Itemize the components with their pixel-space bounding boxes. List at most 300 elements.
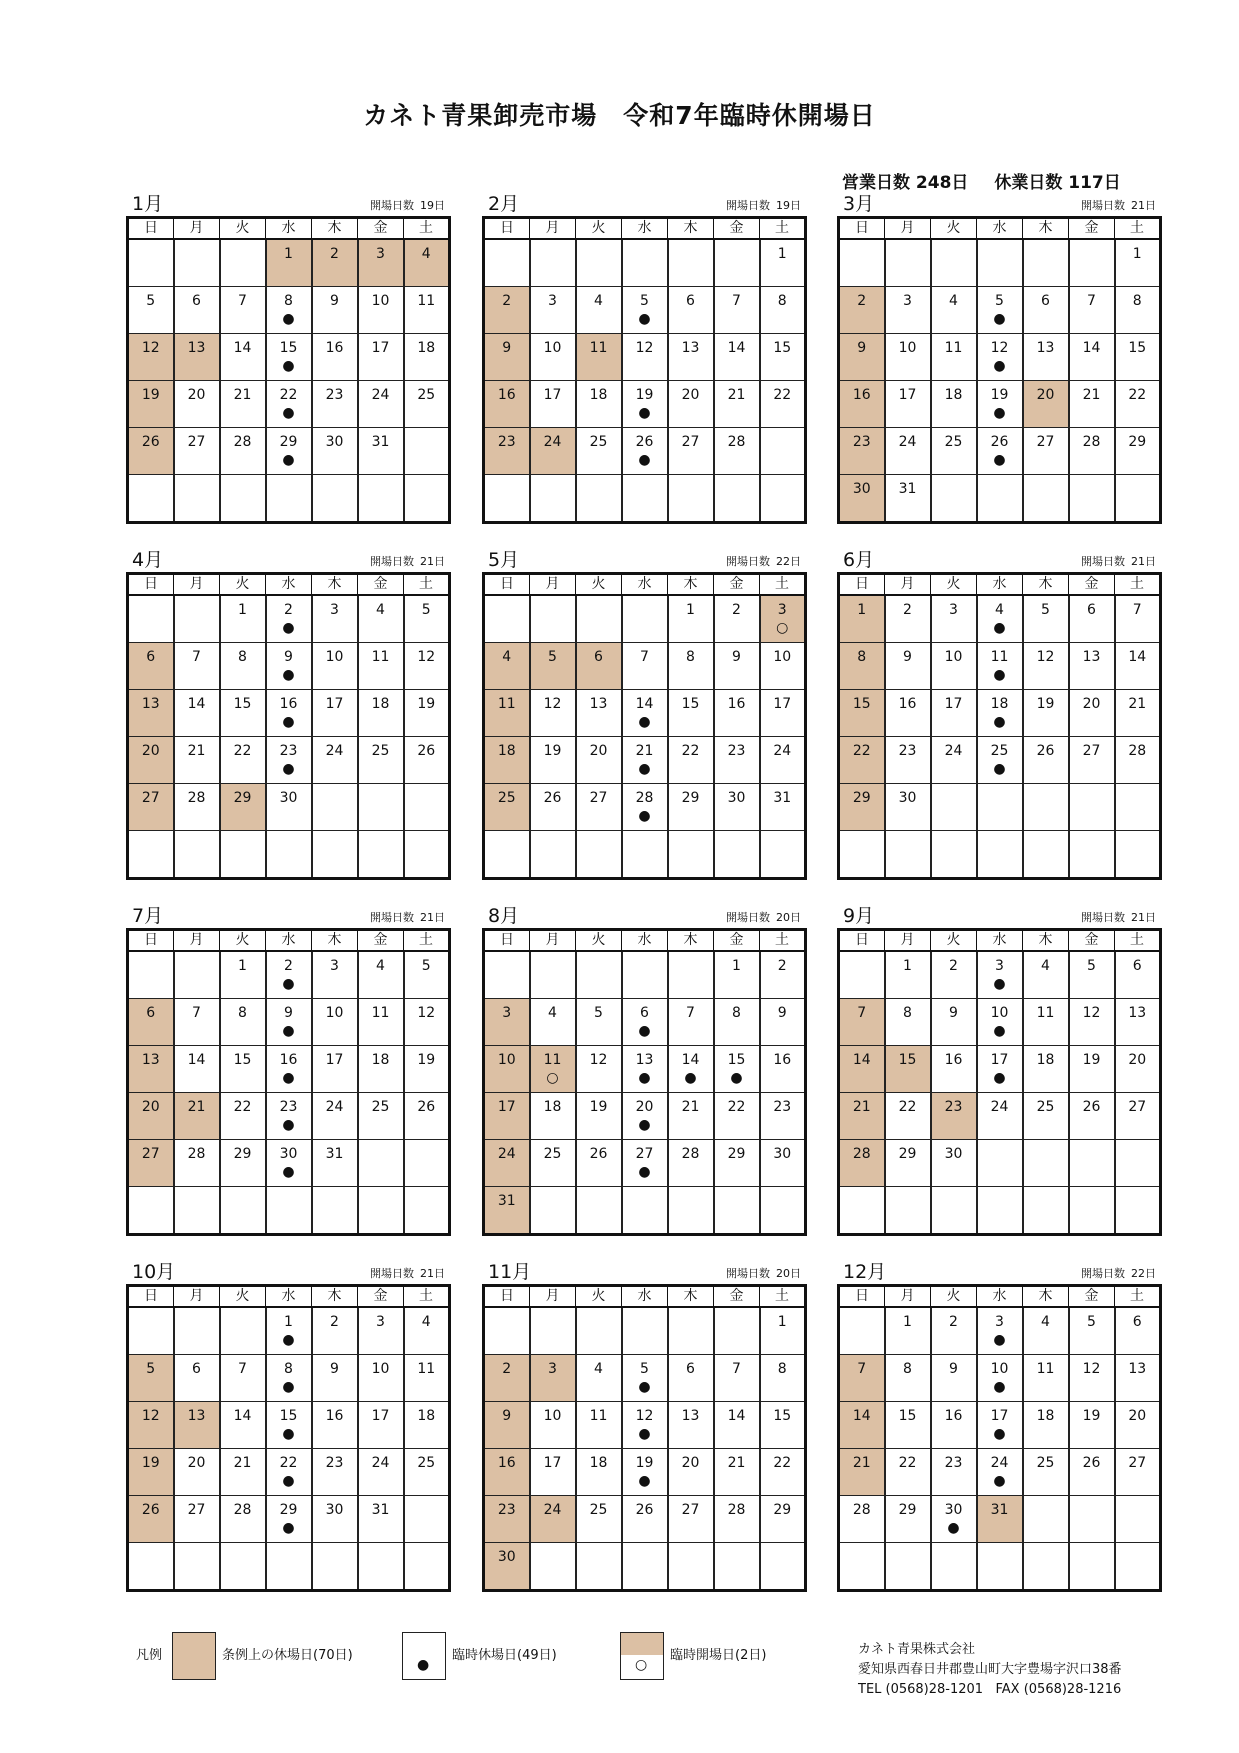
closed-mark-icon: ●	[684, 1070, 697, 1086]
day-cell	[622, 1449, 668, 1496]
day-number: 14	[233, 340, 252, 356]
empty-cell	[1069, 475, 1115, 523]
day-number: 25	[371, 1099, 390, 1115]
day-number: 3	[376, 1314, 385, 1330]
closed-mark-icon: ●	[947, 1520, 960, 1536]
day-cell	[174, 643, 220, 690]
day-cell	[266, 1093, 312, 1140]
day-number: 11	[417, 293, 436, 309]
day-number: 4	[949, 293, 958, 309]
day-cell	[1115, 737, 1161, 784]
day-number: 11	[1036, 1361, 1055, 1377]
day-cell	[839, 1402, 885, 1449]
empty-cell	[128, 831, 174, 879]
day-cell	[358, 737, 404, 784]
day-number: 2	[284, 602, 293, 618]
weekday-header: 金	[1069, 1286, 1115, 1308]
day-number: 20	[1128, 1408, 1147, 1424]
day-number: 18	[371, 1052, 390, 1068]
day-number: 12	[417, 1005, 436, 1021]
month-name: 7月	[132, 905, 164, 927]
day-number: 22	[898, 1455, 917, 1471]
day-number: 10	[898, 340, 917, 356]
company-fax: FAX (0568)28-1216	[995, 1682, 1122, 1697]
day-number: 17	[773, 696, 792, 712]
empty-cell	[668, 1187, 714, 1235]
day-number: 7	[1087, 293, 1096, 309]
day-number: 15	[233, 696, 252, 712]
day-cell	[484, 999, 530, 1046]
day-number: 13	[589, 696, 608, 712]
day-cell	[220, 428, 266, 475]
day-cell	[220, 1355, 266, 1402]
empty-cell	[576, 475, 622, 523]
day-number: 29	[773, 1502, 792, 1518]
day-number: 4	[995, 602, 1004, 618]
day-number: 20	[141, 743, 160, 759]
day-number: 11	[990, 649, 1009, 665]
weekday-header: 火	[931, 574, 977, 596]
day-number: 6	[1132, 958, 1142, 974]
day-number: 13	[1082, 649, 1101, 665]
day-number: 8	[284, 1361, 293, 1377]
empty-cell	[576, 1187, 622, 1235]
day-number: 12	[1082, 1361, 1101, 1377]
day-number: 26	[589, 1146, 608, 1162]
empty-cell	[220, 475, 266, 523]
day-number: 27	[1128, 1455, 1147, 1471]
day-number: 27	[1036, 434, 1055, 450]
day-cell	[977, 287, 1023, 334]
day-cell	[885, 643, 931, 690]
empty-cell	[714, 1307, 760, 1355]
company-contact	[858, 1680, 1122, 1700]
day-cell	[622, 1355, 668, 1402]
empty-cell	[174, 1187, 220, 1235]
empty-cell	[358, 475, 404, 523]
empty-cell	[977, 784, 1023, 831]
day-number: 6	[594, 649, 603, 665]
closed-mark-icon: ●	[282, 1379, 295, 1395]
day-number: 22	[233, 1099, 252, 1115]
weekday-header: 土	[1115, 930, 1161, 952]
day-number: 14	[852, 1052, 871, 1068]
closed-mark-icon: ●	[282, 976, 295, 992]
day-cell	[220, 1093, 266, 1140]
day-number: 18	[589, 387, 608, 403]
day-number: 22	[898, 1099, 917, 1115]
day-cell	[1115, 1093, 1161, 1140]
day-number: 2	[903, 602, 912, 618]
open-days-label: 開場日数	[1081, 911, 1125, 924]
day-cell	[931, 951, 977, 999]
day-cell	[931, 1140, 977, 1187]
day-cell	[1069, 643, 1115, 690]
day-number: 26	[1082, 1099, 1101, 1115]
day-number: 3	[502, 1005, 512, 1021]
day-number: 9	[284, 649, 293, 665]
day-number: 19	[635, 1455, 654, 1471]
day-cell	[404, 595, 450, 643]
empty-cell	[622, 831, 668, 879]
weekday-header: 火	[220, 218, 266, 240]
day-number: 2	[330, 1314, 339, 1330]
empty-cell	[885, 1187, 931, 1235]
day-cell	[885, 999, 931, 1046]
weekday-header: 月	[174, 1286, 220, 1308]
day-number: 24	[990, 1455, 1009, 1471]
empty-cell	[622, 1307, 668, 1355]
open-days-label: 開場日数	[1081, 199, 1125, 212]
day-number: 28	[727, 1502, 746, 1518]
day-cell	[977, 951, 1023, 999]
empty-cell	[404, 831, 450, 879]
calendar-table	[126, 216, 451, 524]
day-number: 9	[284, 1005, 293, 1021]
day-cell	[714, 1140, 760, 1187]
day-number: 18	[417, 340, 436, 356]
day-number: 25	[944, 434, 963, 450]
empty-cell	[530, 475, 576, 523]
day-number: 26	[990, 434, 1009, 450]
day-number: 21	[852, 1099, 871, 1115]
day-cell	[931, 737, 977, 784]
day-number: 4	[376, 602, 385, 618]
day-cell	[885, 1402, 931, 1449]
day-cell	[404, 690, 450, 737]
day-number: 26	[1082, 1455, 1101, 1471]
day-cell	[174, 1140, 220, 1187]
day-cell	[1023, 1093, 1069, 1140]
day-number: 18	[944, 387, 963, 403]
empty-cell	[622, 1543, 668, 1591]
day-number: 28	[635, 790, 654, 806]
day-cell	[977, 334, 1023, 381]
day-number: 18	[543, 1099, 562, 1115]
empty-cell	[668, 1543, 714, 1591]
empty-cell	[760, 1187, 806, 1235]
day-number: 29	[233, 790, 252, 806]
weekday-header: 日	[484, 218, 530, 240]
day-number: 5	[548, 649, 557, 665]
day-cell	[576, 1496, 622, 1543]
day-cell	[931, 1355, 977, 1402]
month-header	[482, 902, 807, 928]
day-cell	[622, 1402, 668, 1449]
closed-mark-icon: ●	[730, 1070, 743, 1086]
day-cell	[714, 643, 760, 690]
day-number: 2	[502, 293, 512, 309]
day-number: 27	[1082, 743, 1101, 759]
day-number: 14	[727, 340, 746, 356]
day-cell	[714, 334, 760, 381]
closed-mark-icon: ●	[993, 714, 1006, 730]
day-cell	[530, 1355, 576, 1402]
weekday-header: 日	[128, 1286, 174, 1308]
weekday-header: 水	[622, 930, 668, 952]
day-cell	[576, 1140, 622, 1187]
calendar-table	[837, 572, 1162, 880]
day-cell	[622, 1496, 668, 1543]
day-cell	[312, 643, 358, 690]
day-cell	[312, 737, 358, 784]
day-number: 9	[330, 293, 339, 309]
day-number: 13	[187, 340, 206, 356]
empty-cell	[220, 1307, 266, 1355]
day-cell	[174, 287, 220, 334]
day-cell	[484, 381, 530, 428]
day-number: 24	[325, 743, 344, 759]
empty-cell	[714, 239, 760, 287]
weekday-header: 木	[312, 930, 358, 952]
empty-cell	[1069, 831, 1115, 879]
day-number: 9	[732, 649, 741, 665]
weekday-header: 木	[668, 1286, 714, 1308]
day-cell	[1023, 690, 1069, 737]
weekday-header: 金	[358, 574, 404, 596]
empty-cell	[839, 1187, 885, 1235]
day-cell	[760, 1046, 806, 1093]
day-number: 5	[640, 293, 649, 309]
day-number: 13	[681, 340, 700, 356]
day-number: 18	[1036, 1052, 1055, 1068]
day-cell	[885, 1140, 931, 1187]
month-calendar	[837, 190, 1162, 524]
day-number: 16	[898, 696, 917, 712]
day-cell	[885, 1046, 931, 1093]
day-number: 26	[417, 1099, 436, 1115]
closed-mark-icon: ●	[282, 452, 295, 468]
day-number: 18	[417, 1408, 436, 1424]
day-number: 10	[325, 1005, 344, 1021]
day-cell	[622, 428, 668, 475]
day-cell	[358, 690, 404, 737]
empty-cell	[576, 831, 622, 879]
day-number: 1	[238, 602, 247, 618]
day-cell	[1115, 428, 1161, 475]
day-number: 13	[1128, 1005, 1147, 1021]
weekday-header: 木	[312, 1286, 358, 1308]
day-cell	[266, 1307, 312, 1355]
day-cell	[266, 1046, 312, 1093]
day-number: 13	[635, 1052, 654, 1068]
day-cell	[668, 428, 714, 475]
month-calendar	[482, 546, 807, 880]
day-number: 30	[852, 481, 871, 497]
day-cell	[760, 595, 806, 643]
day-number: 16	[773, 1052, 792, 1068]
empty-cell	[266, 1543, 312, 1591]
day-number: 19	[1036, 696, 1055, 712]
day-number: 15	[681, 696, 700, 712]
closed-mark-icon: ●	[638, 761, 651, 777]
day-number: 30	[944, 1146, 963, 1162]
day-number: 4	[376, 958, 385, 974]
month-name: 3月	[843, 193, 875, 215]
day-number: 6	[1041, 293, 1050, 309]
day-number: 30	[279, 790, 298, 806]
day-cell	[714, 1046, 760, 1093]
open-days-label: 開場日数	[1081, 555, 1125, 568]
day-cell	[885, 475, 931, 523]
day-number: 5	[421, 602, 431, 618]
day-cell	[977, 428, 1023, 475]
empty-cell	[312, 831, 358, 879]
empty-cell	[530, 1187, 576, 1235]
day-cell	[622, 784, 668, 831]
day-number: 23	[773, 1099, 792, 1115]
day-cell	[174, 1046, 220, 1093]
weekday-header: 木	[668, 574, 714, 596]
day-number: 11	[497, 696, 516, 712]
empty-cell	[931, 475, 977, 523]
closed-mark-icon: ●	[993, 761, 1006, 777]
closed-mark-icon: ●	[638, 1117, 651, 1133]
day-number: 10	[497, 1052, 516, 1068]
open-days-value: 20日	[776, 1267, 801, 1280]
empty-cell	[266, 475, 312, 523]
day-cell	[358, 1449, 404, 1496]
day-cell	[839, 690, 885, 737]
day-number: 27	[141, 1146, 160, 1162]
day-cell	[760, 643, 806, 690]
day-number: 10	[543, 340, 562, 356]
empty-cell	[977, 831, 1023, 879]
day-cell	[576, 334, 622, 381]
closed-mark-icon: ●	[282, 714, 295, 730]
day-cell	[404, 287, 450, 334]
day-cell	[760, 999, 806, 1046]
day-cell	[931, 1402, 977, 1449]
day-number: 21	[187, 1099, 206, 1115]
day-cell	[358, 595, 404, 643]
day-cell	[404, 381, 450, 428]
day-cell	[668, 334, 714, 381]
day-number: 13	[141, 696, 160, 712]
closed-days: 休業日数 117日	[994, 173, 1121, 193]
day-cell	[404, 643, 450, 690]
empty-cell	[760, 475, 806, 523]
day-number: 27	[589, 790, 608, 806]
day-number: 20	[1128, 1052, 1147, 1068]
day-number: 6	[686, 293, 695, 309]
day-cell	[404, 334, 450, 381]
day-number: 27	[681, 434, 700, 450]
day-number: 20	[141, 1099, 160, 1115]
day-cell	[1115, 1355, 1161, 1402]
day-cell	[668, 595, 714, 643]
day-cell	[931, 428, 977, 475]
weekday-header: 木	[312, 218, 358, 240]
day-cell	[760, 737, 806, 784]
weekday-header: 水	[266, 218, 312, 240]
day-cell	[530, 1140, 576, 1187]
day-number: 29	[279, 434, 298, 450]
day-number: 17	[371, 340, 390, 356]
day-number: 21	[233, 1455, 252, 1471]
weekday-header: 日	[839, 930, 885, 952]
day-number: 21	[1082, 387, 1101, 403]
weekday-header: 月	[885, 574, 931, 596]
day-number: 14	[852, 1408, 871, 1424]
day-cell	[220, 999, 266, 1046]
day-number: 17	[543, 1455, 562, 1471]
day-number: 9	[949, 1005, 958, 1021]
empty-cell	[839, 1543, 885, 1591]
day-cell	[484, 1449, 530, 1496]
day-cell	[484, 1140, 530, 1187]
day-cell	[931, 381, 977, 428]
day-cell	[839, 334, 885, 381]
day-number: 8	[857, 649, 867, 665]
open-days	[726, 553, 801, 569]
day-number: 18	[497, 743, 516, 759]
day-cell	[530, 381, 576, 428]
day-number: 15	[727, 1052, 746, 1068]
closed-mark-icon: ●	[282, 1426, 295, 1442]
closed-mark-icon: ●	[638, 405, 651, 421]
day-number: 29	[279, 1502, 298, 1518]
empty-cell	[128, 1187, 174, 1235]
day-cell	[358, 951, 404, 999]
calendar-table	[482, 216, 807, 524]
day-number: 3	[548, 1361, 557, 1377]
day-cell	[174, 428, 220, 475]
empty-cell	[668, 951, 714, 999]
empty-cell	[1023, 831, 1069, 879]
day-cell	[1023, 643, 1069, 690]
day-number: 7	[192, 1005, 201, 1021]
month-name: 12月	[843, 1261, 887, 1283]
day-cell	[885, 1449, 931, 1496]
day-cell	[530, 428, 576, 475]
day-number: 23	[497, 1502, 516, 1518]
month-calendar	[126, 190, 451, 524]
day-cell	[668, 690, 714, 737]
day-number: 10	[371, 293, 390, 309]
day-number: 7	[732, 293, 741, 309]
day-cell	[931, 1496, 977, 1543]
day-number: 23	[852, 434, 871, 450]
empty-cell	[668, 239, 714, 287]
weekday-header: 金	[1069, 930, 1115, 952]
empty-cell	[576, 595, 622, 643]
open-days	[1081, 1265, 1156, 1281]
open-days-label: 開場日数	[726, 1267, 770, 1280]
empty-cell	[622, 1187, 668, 1235]
empty-cell	[128, 1307, 174, 1355]
day-cell	[530, 999, 576, 1046]
day-cell	[977, 1093, 1023, 1140]
day-number: 16	[727, 696, 746, 712]
day-number: 9	[502, 340, 512, 356]
day-cell	[576, 1402, 622, 1449]
day-cell	[266, 951, 312, 999]
weekday-header: 日	[839, 218, 885, 240]
empty-cell	[1069, 784, 1115, 831]
day-number: 11	[543, 1052, 562, 1068]
day-number: 19	[417, 696, 436, 712]
day-number: 19	[543, 743, 562, 759]
open-days-value: 21日	[1131, 199, 1156, 212]
weekday-header: 土	[760, 930, 806, 952]
day-cell	[312, 428, 358, 475]
empty-cell	[484, 831, 530, 879]
day-cell	[404, 1449, 450, 1496]
day-number: 3	[777, 602, 787, 618]
day-number: 5	[146, 293, 156, 309]
empty-cell	[622, 595, 668, 643]
